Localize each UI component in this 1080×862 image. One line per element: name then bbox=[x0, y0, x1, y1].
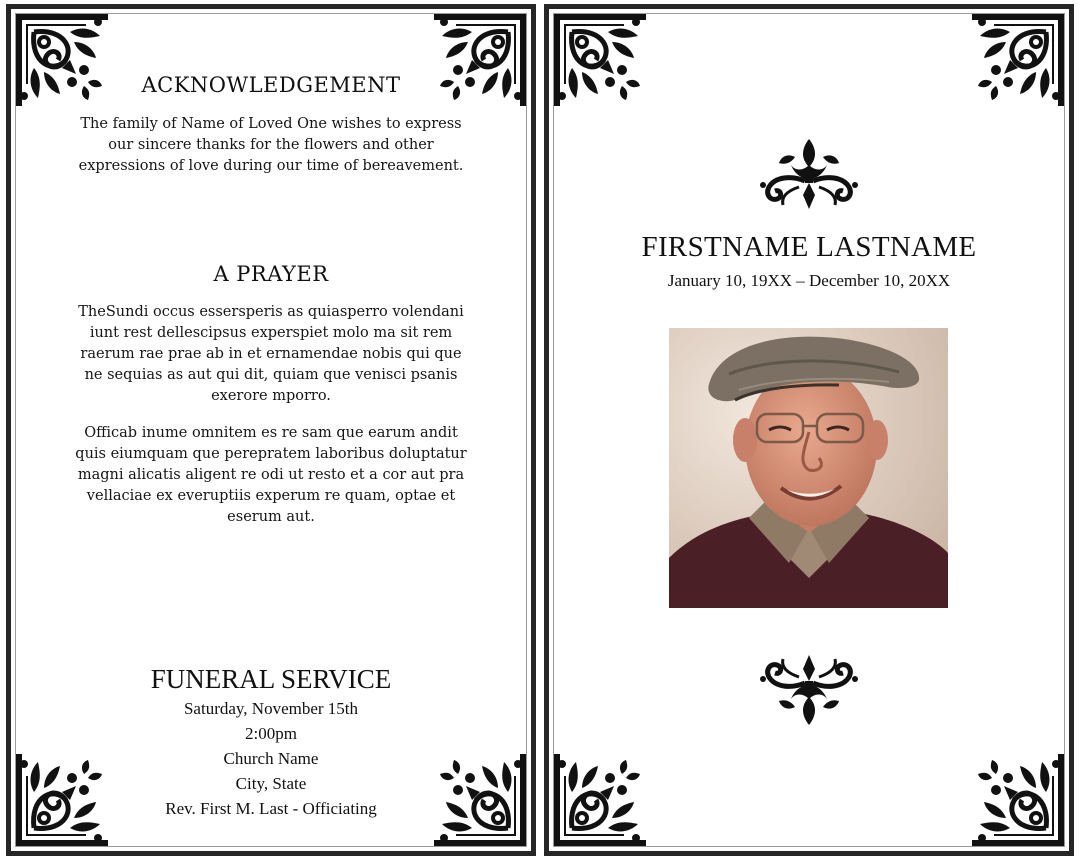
text-line: raerum rae prae ab in et ernamendae nobis qui que bbox=[80, 346, 462, 362]
text-line: quis eiumquam que perepratem laboribus doluptatur bbox=[75, 446, 467, 462]
text-line: iunt rest dellescipsus experspiet molo ma sit rem bbox=[89, 325, 453, 341]
service-heading: FUNERAL SERVICE bbox=[150, 664, 392, 694]
text-line: our sincere thanks for the flowers and other bbox=[108, 137, 434, 153]
service-time: 2:00pm bbox=[245, 724, 297, 743]
deceased-name: FIRSTNAME LASTNAME bbox=[641, 231, 977, 263]
inside-panel bbox=[6, 4, 536, 856]
prayer-heading: A PRAYER bbox=[213, 262, 329, 286]
fleur-de-lis-flourish-icon bbox=[757, 651, 861, 729]
acknowledgement-text bbox=[63, 114, 479, 177]
damask-corner-ornament-icon bbox=[552, 752, 648, 848]
service-church: Church Name bbox=[223, 749, 319, 768]
service-officiant: Rev. First M. Last - Officiating bbox=[165, 799, 377, 818]
text-line: eserum aut. bbox=[227, 509, 315, 525]
text-line: Officab inume omnitem es re sam que earum andit bbox=[84, 425, 458, 441]
text-line: vellaciae ex everuptiis experum re quam, optae et bbox=[86, 488, 456, 504]
text-line: expressions of love during our time of bereavement. bbox=[78, 158, 464, 174]
fleur-de-lis-flourish-icon bbox=[757, 135, 861, 213]
service-location: City, State bbox=[235, 774, 307, 793]
text-line: magni alicatis aligent re odi ut resto et a cor aut pra bbox=[77, 467, 465, 483]
cover-panel bbox=[544, 4, 1074, 856]
prayer-paragraph-1 bbox=[63, 302, 479, 407]
prayer-paragraph-2 bbox=[63, 423, 479, 528]
damask-corner-ornament-icon bbox=[970, 752, 1066, 848]
damask-corner-ornament-icon bbox=[970, 12, 1066, 108]
text-line: ne sequias as aut qui dit, quiam que venisci psanis bbox=[84, 367, 458, 383]
text-line: exerore mporro. bbox=[211, 388, 331, 404]
service-date: Saturday, November 15th bbox=[183, 699, 359, 718]
text-line: The family of Name of Loved One wishes to express bbox=[80, 116, 462, 132]
life-dates: January 10, 19XX – December 10, 20XX bbox=[667, 271, 951, 290]
portrait-photo bbox=[669, 328, 948, 608]
acknowledgement-heading: ACKNOWLEDGEMENT bbox=[141, 73, 401, 97]
text-line: TheSundi occus essersperis as quiasperro volendani bbox=[78, 304, 464, 320]
damask-corner-ornament-icon bbox=[552, 12, 648, 108]
